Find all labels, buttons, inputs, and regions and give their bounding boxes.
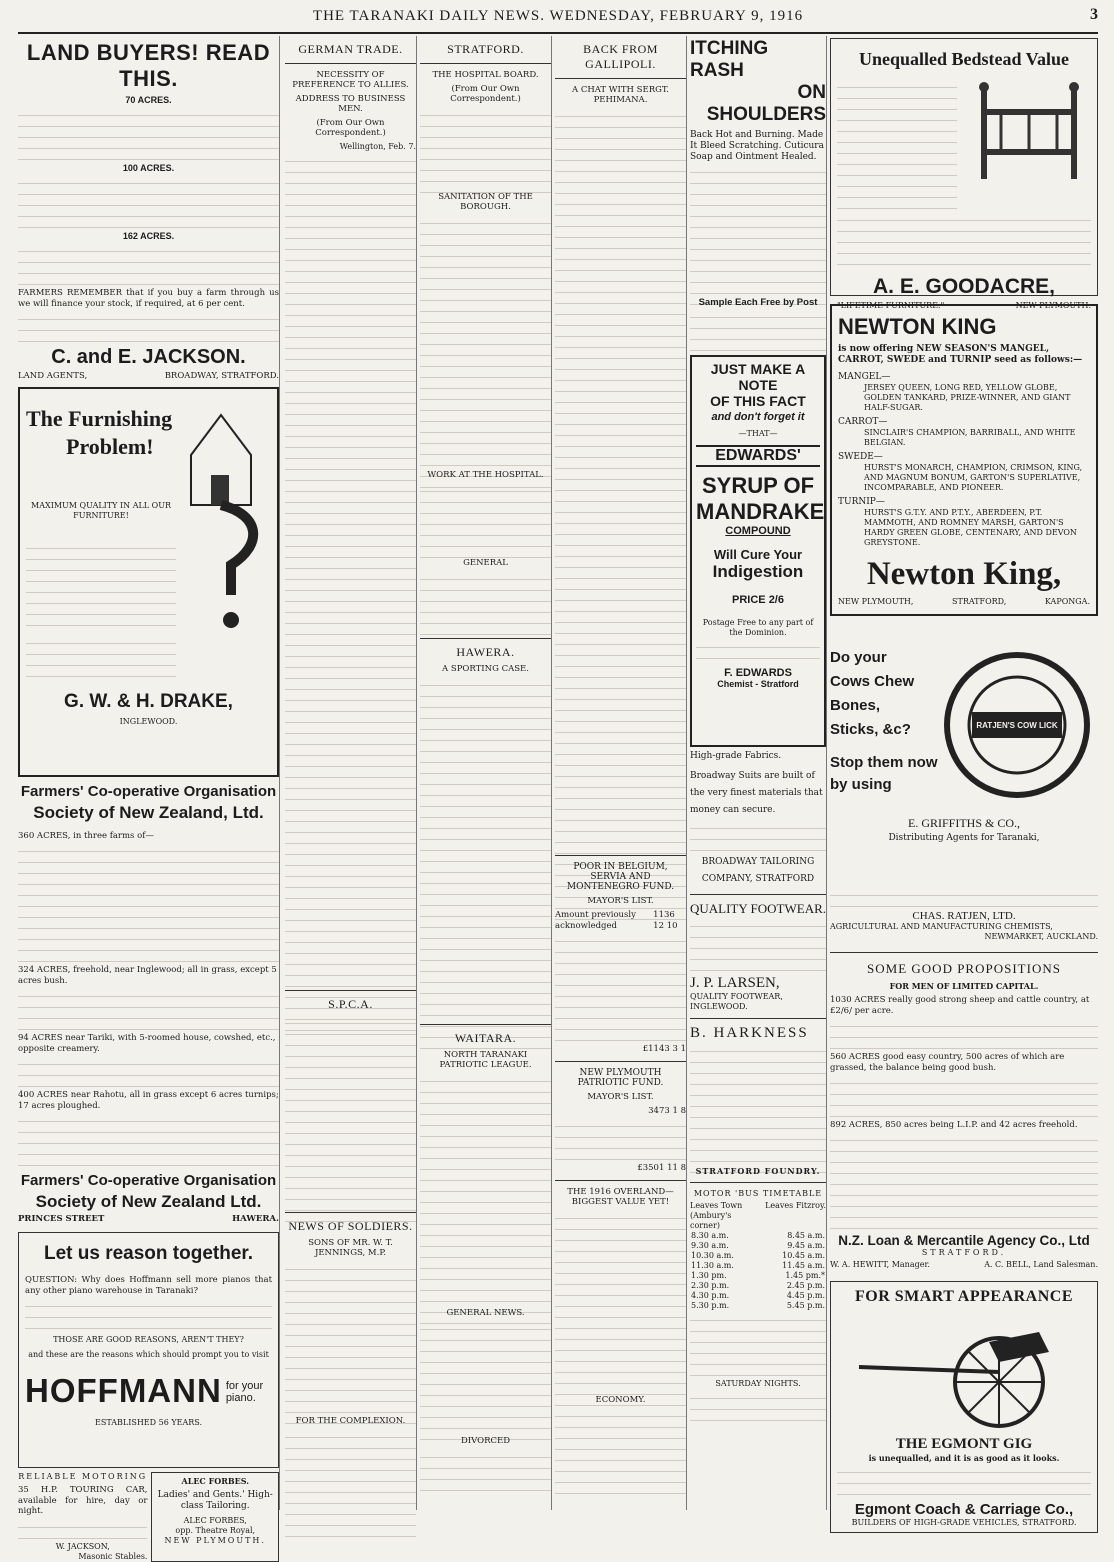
jackson-footer <box>18 371 279 381</box>
stratford-corr: (From Our Own Correspondent.) <box>450 84 521 104</box>
newton-king-heading: NEWTON KING <box>838 314 997 339</box>
complexion-heading: FOR THE COMPLEXION. <box>295 1416 406 1426</box>
soldiers-sub: SONS OF MR. W. T. JENNINGS, M.P. <box>308 1238 393 1258</box>
forbes-addr: opp. Theatre Royal, <box>175 1526 256 1535</box>
swede-label: SWEDE— <box>838 452 883 462</box>
economy-body <box>555 1409 686 1494</box>
bus-time-fitzroy: 8.45 a.m. <box>787 1231 825 1240</box>
reason-question: QUESTION: Why does Hoffmann sell more pianos that any other piano warehouse in Taranaki? <box>25 1275 272 1296</box>
sanitation-heading: SANITATION OF THE BOROUGH. <box>438 192 533 212</box>
general-heading: GENERAL <box>463 558 508 568</box>
forbes-heading: ALEC FORBES. <box>181 1476 249 1486</box>
prop-560-text <box>830 1076 1098 1117</box>
gig-carriage-icon <box>849 1312 1079 1432</box>
rule <box>555 1061 686 1062</box>
cow-lick-ad <box>830 646 1098 886</box>
motoring-addr: Masonic Stables. <box>78 1551 148 1561</box>
farm-324-text <box>18 989 279 1030</box>
griffiths-name: E. GRIFFITHS & CO., <box>907 816 1020 830</box>
gig-title: THE EGMONT GIG <box>895 1436 1033 1452</box>
np-total: £3501 11 8 <box>637 1163 686 1173</box>
harkness-text <box>690 1044 826 1164</box>
general-news-heading: GENERAL NEWS. <box>446 1308 525 1318</box>
harkness-name: B. HARKNESS <box>690 1025 809 1041</box>
general-news-body <box>420 1322 551 1432</box>
fco-2-footer <box>18 1214 279 1224</box>
rule <box>285 63 416 64</box>
nzloan-town: STRATFORD. <box>921 1248 1007 1257</box>
sporting-heading: A SPORTING CASE. <box>442 664 529 674</box>
work-heading: WORK AT THE HOSPITAL. <box>427 470 544 480</box>
note-line-2: OF THIS FACT <box>710 393 806 409</box>
farm-360-text <box>18 844 279 962</box>
furnishing-maximum: MAXIMUM QUALITY IN ALL OUR FURNITURE! <box>31 501 171 520</box>
fabrics-heading: High-grade Fabrics. <box>690 751 782 761</box>
edwards-chemist-sub: Chemist - Stratford <box>717 679 799 689</box>
nk-stratford: STRATFORD, <box>952 597 1007 606</box>
bedstead-text-2 <box>837 213 1091 265</box>
fabrics-text: Broadway Suits are built of the very finest materials that money can secure. <box>690 771 823 815</box>
fco-society-2: Society of New Zealand Ltd. <box>35 1192 262 1211</box>
bus-time-town: 8.30 a.m. <box>691 1231 729 1240</box>
goodacre-footer <box>837 301 1091 310</box>
itching-sample: Sample Each Free by Post <box>698 297 818 308</box>
jackson-right: BROADWAY, STRATFORD. <box>164 371 279 381</box>
bus-time-town: 9.30 a.m. <box>691 1241 729 1250</box>
bus-left-head: Leaves Town (Ambury's corner) <box>690 1201 743 1230</box>
note-line-3: and don't forget it <box>711 411 805 423</box>
forbes-town: NEW PLYMOUTH. <box>164 1536 266 1545</box>
german-trade-sub: NECESSITY OF PREFERENCE TO ALLIES. <box>292 70 409 90</box>
rule <box>420 63 551 64</box>
hoffmann-name: HOFFMANN <box>25 1372 222 1409</box>
griffiths-sub: Distributing Agents for Taranaki, <box>888 833 1040 843</box>
waitara-sub: NORTH TARANAKI PATRIOTIC LEAGUE. <box>439 1050 532 1070</box>
bottom-ads-row <box>18 1472 279 1562</box>
fco-2-street: PRINCES STREET <box>18 1214 105 1224</box>
itching-sample-body <box>690 310 826 351</box>
bus-time-town: 2.30 p.m. <box>691 1281 730 1290</box>
edwards-ad <box>690 355 826 747</box>
gallipoli-sub: A CHAT WITH SERGT. PEHIMANA. <box>571 85 670 105</box>
complexion-body <box>285 1430 416 1537</box>
mangel-label: MANGEL— <box>838 372 891 382</box>
mangel-text: JERSEY QUEEN, LONG RED, YELLOW GLOBE, GOLDEN TANKARD, PRIZE-WINNER, AND GIANT HALF-SUGAR. <box>864 383 1071 412</box>
rule <box>555 855 686 856</box>
nzloan-footer <box>830 1260 1098 1269</box>
farm-94: 94 ACRES near Tariki, with 5-roomed house, cowshed, etc., opposite creamery. <box>18 1033 276 1054</box>
economy-heading: ECONOMY. <box>595 1395 646 1405</box>
bus-time-town: 5.30 p.m. <box>691 1301 730 1310</box>
work-body <box>420 484 551 554</box>
propositions-heading: SOME GOOD PROPOSITIONS <box>867 961 1061 976</box>
cow-lick-prices <box>830 888 1098 907</box>
hawera-heading: HAWERA. <box>456 645 515 659</box>
furnishing-ad <box>18 387 279 777</box>
german-trade-heading: GERMAN TRADE. <box>298 42 403 56</box>
bedstead-heading: Unequalled Bedstead Value <box>858 49 1070 69</box>
hoffmann-ad <box>18 1232 279 1468</box>
edwards-postage-more <box>696 640 820 659</box>
soldiers-heading: NEWS OF SOLDIERS. <box>288 1219 413 1233</box>
edwards-price: PRICE 2/6 <box>732 594 784 606</box>
fco-heading-1: Farmers' Co-operative Organisation <box>20 783 277 800</box>
cow-lick-emblem-label <box>942 650 1092 800</box>
swede-text: HURST'S MONARCH, CHAMPION, CRIMSON, KING, AND MAGNUM BONUM, GARTON'S SUPERLATIVE, INCOMPARABLE, AND PIONEER. <box>864 463 1083 492</box>
bus-timetable-body <box>690 1231 826 1311</box>
ratjen-sub: AGRICULTURAL AND MANUFACTURING CHEMISTS, <box>830 922 1053 931</box>
column-3 <box>420 36 552 1510</box>
goodacre-left: "LIFETIME FURNITURE." <box>837 301 945 310</box>
prop-892-text <box>830 1133 1098 1229</box>
bus-timetable-heading: MOTOR 'BUS TIMETABLE <box>693 1189 823 1198</box>
bus-time-town: 10.30 a.m. <box>691 1251 734 1260</box>
sanitation-body <box>420 216 551 466</box>
bus-time-fitzroy: 4.45 p.m. <box>786 1291 825 1300</box>
egmont-sub: BUILDERS OF HIGH-GRADE VEHICLES, STRATFORD. <box>851 1518 1077 1527</box>
poor-fund-heading: POOR IN BELGIUM, SERVIA AND MONTENEGRO FUND. <box>566 862 675 892</box>
land-buyers-heading: LAND BUYERS! READ THIS. <box>26 40 271 91</box>
saturday-nights: SATURDAY NIGHTS. <box>715 1379 801 1388</box>
syrup-of: SYRUP OF <box>701 473 815 498</box>
sporting-body <box>420 678 551 1018</box>
overland-body <box>555 1211 686 1391</box>
soldiers-body <box>285 1262 416 1412</box>
general-body <box>420 572 551 632</box>
motoring-heading: RELIABLE MOTORING <box>18 1472 148 1481</box>
bus-time-fitzroy: 10.45 a.m. <box>782 1251 825 1260</box>
prop-892: 892 ACRES, 850 acres being L.I.P. and 42 acres freehold. <box>830 1120 1078 1130</box>
nzloan-salesman: A. C. BELL, Land Salesman. <box>984 1260 1098 1269</box>
column-5 <box>690 36 827 1510</box>
rule <box>420 1024 551 1025</box>
poor-ack-label: Amount previously acknowledged <box>555 910 636 931</box>
rule <box>690 1182 826 1183</box>
furnishing-text <box>26 541 176 626</box>
prop-1030: 1030 ACRES really good strong sheep and cattle country, at £2/6/ per acre. <box>830 995 1090 1016</box>
nzloan-name: N.Z. Loan & Mercantile Agency Co., Ltd <box>838 1233 1090 1248</box>
prop-560: 560 ACRES good easy country, 500 acres of which are grassed, the balance being good bush. <box>830 1052 1065 1073</box>
carrot-text: SINCLAIR'S CHAMPION, BARRIBALL, AND WHITE BELGIAN. <box>864 428 1076 447</box>
reason-heading: Let us reason together. <box>43 1243 254 1264</box>
gig-text: is unequalled, and it is as good as it looks. <box>868 1453 1060 1463</box>
fco-2-town: HAWERA. <box>232 1214 279 1224</box>
np-mayor-list: MAYOR'S LIST. <box>587 1092 654 1102</box>
compound: COMPOUND <box>725 525 791 537</box>
divorced-body <box>420 1450 551 1491</box>
poor-entries <box>555 934 686 1041</box>
np-ack-row <box>555 1106 686 1117</box>
overland-heading: THE 1916 OVERLAND—BIGGEST VALUE YET! <box>567 1187 674 1207</box>
reason-end: and these are the reasons which should prompt you to visit <box>28 1350 269 1359</box>
furnishing-text-2 <box>26 636 176 677</box>
newton-king-footer <box>838 597 1090 606</box>
poor-total: £1143 3 1 <box>642 1044 686 1054</box>
rule <box>690 1018 826 1019</box>
bus-time-fitzroy: 11.45 a.m. <box>782 1261 825 1270</box>
prop-1030-text <box>830 1019 1098 1049</box>
waitara-heading: WAITARA. <box>454 1031 517 1045</box>
fco-society-1: Society of New Zealand, Ltd. <box>33 803 264 822</box>
german-trade-sub-2: ADDRESS TO BUSINESS MEN. <box>295 94 406 114</box>
jackson-left: LAND AGENTS, <box>18 371 88 381</box>
np-ack-amount: 3473 1 8 <box>648 1106 686 1116</box>
bus-timetable-row <box>690 1241 826 1251</box>
furnishing-line-1: The Furnishing <box>26 406 173 431</box>
bus-timetable-row <box>690 1231 826 1241</box>
gallipoli-heading: BACK FROM GALLIPOLI. <box>583 42 658 71</box>
egmont-gig-ad <box>830 1281 1098 1533</box>
turnip-text: HURST'S G.T.Y. AND P.T.Y., ABERDEEN, P.T. MAMMOTH, AND ROMNEY MARSH, GARTON'S HARDY GREEN GLOBE, CENTENARY, AND DEVON GREYSTONE. <box>864 508 1077 547</box>
bus-time-fitzroy: 1.45 pm.* <box>785 1271 825 1280</box>
poor-total-row <box>555 1044 686 1055</box>
motoring-more <box>18 1520 147 1539</box>
column-2 <box>285 36 417 1510</box>
edwards-brand: EDWARDS' <box>696 445 820 467</box>
propositions-sub: FOR MEN OF LIMITED CAPITAL. <box>889 981 1039 991</box>
bus-timetable-row <box>690 1261 826 1271</box>
ratjen-name: CHAS. RATJEN, LTD. <box>912 910 1016 922</box>
page-number: 3 <box>1090 6 1098 23</box>
np-fund-heading: NEW PLYMOUTH PATRIOTIC FUND. <box>577 1068 664 1088</box>
note-that: —THAT— <box>738 429 778 438</box>
acres-100-heading: 100 ACRES. <box>122 163 175 173</box>
rule <box>555 1180 686 1181</box>
hoffmann-tag: for your piano. <box>225 1380 264 1404</box>
bus-time-town: 4.30 p.m. <box>691 1291 730 1300</box>
nk-newplymouth: NEW PLYMOUTH, <box>838 597 914 606</box>
bus-time-fitzroy: 9.45 a.m. <box>787 1241 825 1250</box>
farm-324: 324 ACRES, freehold, near Inglewood; all in grass, except 5 acres bush. <box>18 965 277 986</box>
quality-footwear: QUALITY FOOTWEAR. <box>690 901 826 916</box>
rule <box>420 638 551 639</box>
bus-timetable-row <box>690 1301 826 1311</box>
drake-name: G. W. & H. DRAKE, <box>64 691 233 712</box>
larsen-name: J. P. LARSEN, <box>690 975 780 991</box>
nk-kaponga: KAPONGA. <box>1044 597 1090 606</box>
hospital-body <box>420 108 551 188</box>
bus-time-town: 1.30 pm. <box>691 1271 727 1280</box>
bus-timetable-row <box>690 1291 826 1301</box>
acres-162-text <box>18 244 279 285</box>
german-trade-corr: (From Our Own Correspondent.) <box>315 118 386 138</box>
gig-text-more <box>837 1465 1091 1495</box>
goodacre-right: NEW PLYMOUTH. <box>1015 301 1091 310</box>
rule <box>285 1212 416 1213</box>
will-cure: Will Cure Your <box>713 547 803 562</box>
bus-timetable-row <box>690 1271 826 1281</box>
bus-timetable <box>690 1231 826 1311</box>
goodacre-name: A. E. GOODACRE, <box>872 275 1056 298</box>
itching-heading-1: ITCHING RASH <box>690 38 769 81</box>
rule <box>690 894 826 895</box>
newton-king-big: Newton King, <box>866 556 1062 592</box>
acres-100-text <box>18 176 279 228</box>
mandrake: MANDRAKE <box>696 499 825 524</box>
german-trade-body <box>285 154 416 984</box>
hospital-board-heading: THE HOSPITAL BOARD. <box>432 70 539 80</box>
ratjen-town: NEWMARKET, AUCKLAND. <box>984 932 1098 941</box>
rule <box>555 78 686 79</box>
bus-time-fitzroy: 2.45 p.m. <box>786 1281 825 1290</box>
forbes-ad <box>151 1472 279 1562</box>
stop-them: Stop them now by using <box>830 754 938 793</box>
carrot-label: CARROT— <box>838 417 888 427</box>
column-6 <box>830 36 1098 1527</box>
house-question-mark-icon <box>171 395 271 635</box>
farmers-remember: FARMERS REMEMBER that if you buy a farm through us we will finance your stock, if required, at 6 per cent. <box>18 288 279 309</box>
gallipoli-body <box>555 109 686 849</box>
motoring-name: W. JACKSON, <box>55 1541 110 1551</box>
smart-heading: FOR SMART APPEARANCE <box>854 1288 1074 1305</box>
acres-162-heading: 162 ACRES. <box>122 231 175 241</box>
larsen-sub: QUALITY FOOTWEAR, INGLEWOOD. <box>690 992 783 1011</box>
rule <box>285 990 416 991</box>
poor-ack-row <box>555 910 686 932</box>
farm-400-text <box>18 1114 279 1166</box>
bus-timetable-headers <box>690 1201 826 1231</box>
newspaper-title: THE TARANAKI DAILY NEWS. WEDNESDAY, FEBRUARY 9, 1916 <box>312 8 804 24</box>
fabrics-more <box>690 821 826 851</box>
rule <box>830 952 1098 953</box>
newton-king-ad <box>830 304 1098 616</box>
forbes-name: ALEC FORBES, <box>183 1516 247 1525</box>
divorced-heading: DIVORCED <box>460 1436 511 1446</box>
masthead <box>18 2 1098 34</box>
jackson-name: C. and E. JACKSON. <box>51 346 246 368</box>
bus-right-head: Leaves Fitzroy. <box>765 1201 826 1210</box>
motoring-ad <box>18 1472 147 1562</box>
hoffmann-logo <box>25 1372 272 1410</box>
stratford-heading: STRATFORD. <box>447 42 524 56</box>
furnishing-line-2: Problem! <box>66 434 154 459</box>
np-total-row <box>555 1163 686 1174</box>
itching-sub: Back Hot and Burning. Made It Bleed Scratching. Cuticura Soap and Ointment Healed. <box>690 130 824 162</box>
bedstead-text <box>837 80 957 209</box>
farm-94-text <box>18 1057 279 1087</box>
stratford-foundry: STRATFORD FOUNDRY. <box>695 1166 821 1176</box>
farmers-remember-more <box>18 312 279 342</box>
itching-body <box>690 165 826 295</box>
column-1 <box>18 36 280 1561</box>
bus-timetable-row <box>690 1281 826 1291</box>
waitara-body <box>420 1074 551 1304</box>
itching-heading-2: ON SHOULDERS <box>706 82 826 125</box>
saturday-more <box>690 1391 826 1421</box>
poor-mayor-list: MAYOR'S LIST. <box>587 896 654 906</box>
newton-king-intro: is now offering NEW SEASON'S MANGEL, CARROT, SWEDE and TURNIP seed as follows:— <box>838 344 1083 365</box>
cow-lick-label: RATJEN'S COW LICK <box>976 720 1058 730</box>
note-line-1: JUST MAKE A NOTE <box>710 361 806 393</box>
nzloan-manager: W. A. HEWITT, Manager. <box>830 1260 930 1269</box>
np-entries <box>555 1119 686 1160</box>
bus-timetable-row <box>690 1251 826 1261</box>
broadway-tailoring: BROADWAY TAILORING COMPANY, STRATFORD <box>701 857 815 884</box>
farm-400: 400 ACRES near Rahotu, all in grass except 6 acres turnips; 17 acres ploughed. <box>18 1090 279 1111</box>
acres-70-heading: 70 ACRES. <box>125 95 172 105</box>
established: ESTABLISHED 56 YEARS. <box>95 1418 202 1427</box>
bus-more <box>690 1313 826 1376</box>
spca-body <box>285 1016 416 1206</box>
reason-mid: THOSE ARE GOOD REASONS, AREN'T THEY? <box>53 1335 244 1344</box>
farm-360: 360 ACRES, in three farms of— <box>18 831 154 841</box>
fco-heading-2: Farmers' Co-operative Organisation <box>20 1172 277 1189</box>
bus-time-town: 11.30 a.m. <box>691 1261 734 1270</box>
reason-text <box>25 1299 272 1329</box>
edwards-postage: Postage Free to any part of the Dominion. <box>702 618 814 637</box>
indigestion: Indigestion <box>712 562 804 581</box>
forbes-text: Ladies' and Gents.' High-class Tailoring. <box>157 1490 273 1511</box>
goodacre-ad <box>830 38 1098 310</box>
egmont-name: Egmont Coach & Carriage Co., <box>854 1501 1074 1518</box>
acres-70-text <box>18 108 279 160</box>
motoring-text: 35 H.P. TOURING CAR, available for hire, day or night. <box>18 1485 148 1516</box>
footwear-text <box>690 919 826 971</box>
turnip-label: TURNIP— <box>838 497 885 507</box>
cow-question: Do your Cows Chew Bones, Sticks, &c? <box>830 649 915 738</box>
column-4 <box>555 36 687 1510</box>
poor-ack-amount: 1136 12 10 <box>653 910 678 931</box>
drake-town: INGLEWOOD. <box>119 717 178 726</box>
german-trade-dateline: Wellington, Feb. 7. <box>339 142 416 151</box>
bus-time-fitzroy: 5.45 p.m. <box>786 1301 825 1310</box>
bedstead-icon <box>971 79 1087 189</box>
spca-heading: S.P.C.A. <box>328 997 373 1011</box>
edwards-chemist: F. EDWARDS <box>724 667 792 679</box>
